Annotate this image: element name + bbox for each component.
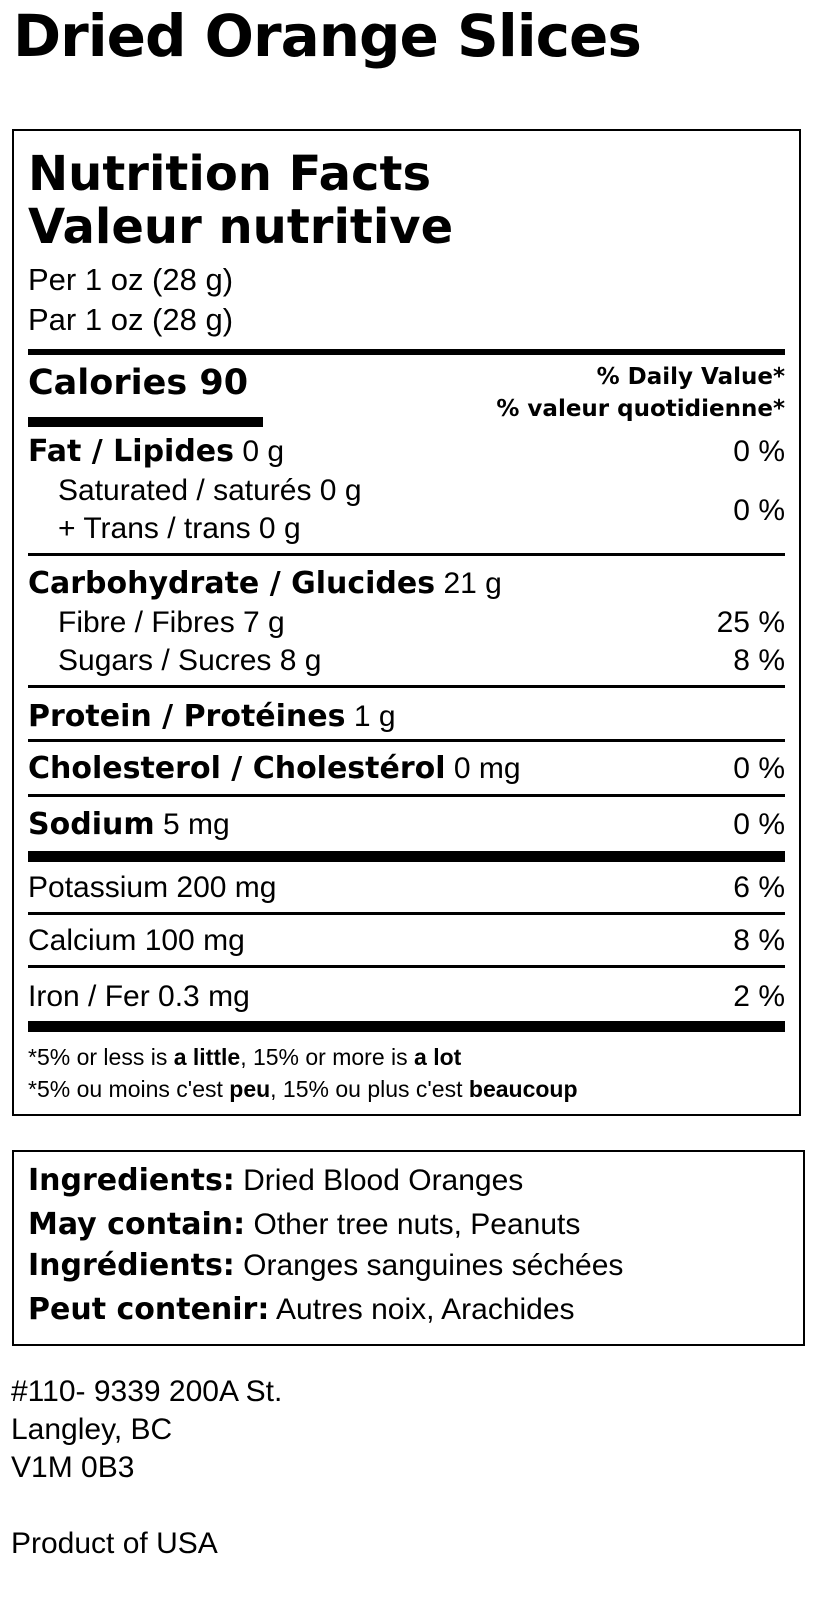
calcium-dv: 8 %	[733, 924, 785, 957]
protein-amount: 1 g	[353, 700, 396, 733]
may-contain-en-value: Other tree nuts, Peanuts	[253, 1208, 581, 1241]
protein-label: Protein / Protéines	[28, 699, 346, 734]
may-contain-fr-label: Peut contenir:	[28, 1292, 270, 1327]
iron-row: Iron / Fer 0.3 mg	[28, 980, 250, 1013]
ingredients-en-label: Ingredients:	[28, 1163, 235, 1198]
address-line-1: #110- 9339 200A St.	[11, 1375, 283, 1408]
potassium-row: Potassium 200 mg	[28, 871, 277, 904]
fibre-dv: 25 %	[716, 606, 785, 639]
daily-value-fr: % valeur quotidienne*	[496, 396, 785, 422]
nutrition-heading-fr: Valeur nutritive	[28, 199, 454, 255]
ingredients-en	[28, 1163, 524, 1198]
ingredients-fr-label: Ingrédients:	[28, 1248, 235, 1283]
may-contain-fr	[28, 1292, 575, 1327]
daily-value-en: % Daily Value*	[596, 364, 785, 390]
calories: Calories 90	[28, 363, 249, 403]
fibre-row: Fibre / Fibres 7 g	[58, 606, 285, 639]
cholesterol-label: Cholesterol / Cholestérol	[28, 751, 446, 786]
nutrition-facts-panel	[12, 129, 801, 1116]
footnote-fr-text: *5% ou moins c'est	[28, 1076, 230, 1102]
sodium-amount: 5 mg	[162, 808, 230, 841]
sugars-row: Sugars / Sucres 8 g	[58, 644, 322, 677]
footnote-fr	[28, 1078, 578, 1101]
ingredients-en-value: Dried Blood Oranges	[243, 1164, 524, 1197]
protein-row	[28, 699, 396, 734]
calories-underline	[28, 417, 263, 427]
sugars-dv: 8 %	[733, 644, 785, 677]
address-line-2: Langley, BC	[11, 1413, 173, 1446]
divider	[28, 965, 785, 968]
divider	[28, 553, 785, 556]
serving-size-fr: Par 1 oz (28 g)	[28, 302, 234, 337]
thick-divider	[28, 851, 785, 862]
ingredients-fr	[28, 1248, 624, 1283]
may-contain-en-label: May contain:	[28, 1207, 246, 1242]
divider	[28, 912, 785, 915]
footnote-en-bold: a little	[173, 1044, 241, 1070]
iron-dv: 2 %	[733, 980, 785, 1013]
saturated-row: Saturated / saturés 0 g	[58, 474, 362, 507]
footnote-en	[28, 1046, 461, 1069]
sodium-dv: 0 %	[733, 808, 785, 841]
potassium-dv: 6 %	[733, 871, 785, 904]
divider	[28, 739, 785, 742]
may-contain-fr-value: Autres noix, Arachides	[276, 1293, 575, 1326]
carbohydrate-row	[28, 566, 502, 601]
sodium-row	[28, 807, 230, 842]
fat-amount: 0 g	[242, 435, 285, 468]
thick-divider	[28, 1021, 785, 1032]
trans-row: + Trans / trans 0 g	[58, 512, 301, 545]
footnote-en-bold: a lot	[414, 1044, 462, 1070]
carbohydrate-amount: 21 g	[443, 567, 502, 600]
sodium-label: Sodium	[28, 807, 155, 842]
divider	[28, 794, 785, 797]
divider	[28, 685, 785, 688]
footnote-fr-bold: beaucoup	[468, 1076, 578, 1102]
carbohydrate-label: Carbohydrate / Glucides	[28, 566, 436, 601]
calcium-row: Calcium 100 mg	[28, 924, 245, 957]
cholesterol-row	[28, 751, 521, 786]
saturated-trans-dv: 0 %	[733, 494, 785, 527]
nutrition-heading-en: Nutrition Facts	[28, 146, 432, 202]
fat-row	[28, 434, 285, 469]
fat-dv: 0 %	[733, 435, 785, 468]
thick-divider	[28, 349, 785, 355]
footnote-en-text: , 15% or more is	[240, 1044, 415, 1070]
product-title: Dried Orange Slices	[13, 2, 641, 70]
serving-size-en: Per 1 oz (28 g)	[28, 262, 234, 297]
footnote-fr-text: , 15% ou plus c'est	[270, 1076, 469, 1102]
footnote-en-text: *5% or less is	[28, 1044, 174, 1070]
footnote-fr-bold: peu	[229, 1076, 271, 1102]
ingredients-fr-value: Oranges sanguines séchées	[243, 1249, 624, 1282]
ingredients-panel	[12, 1150, 805, 1346]
product-origin: Product of USA	[11, 1527, 218, 1560]
fat-label: Fat / Lipides	[28, 434, 235, 469]
may-contain-en	[28, 1207, 581, 1242]
cholesterol-dv: 0 %	[733, 752, 785, 785]
address-line-3: V1M 0B3	[11, 1451, 135, 1484]
cholesterol-amount: 0 mg	[453, 752, 521, 785]
